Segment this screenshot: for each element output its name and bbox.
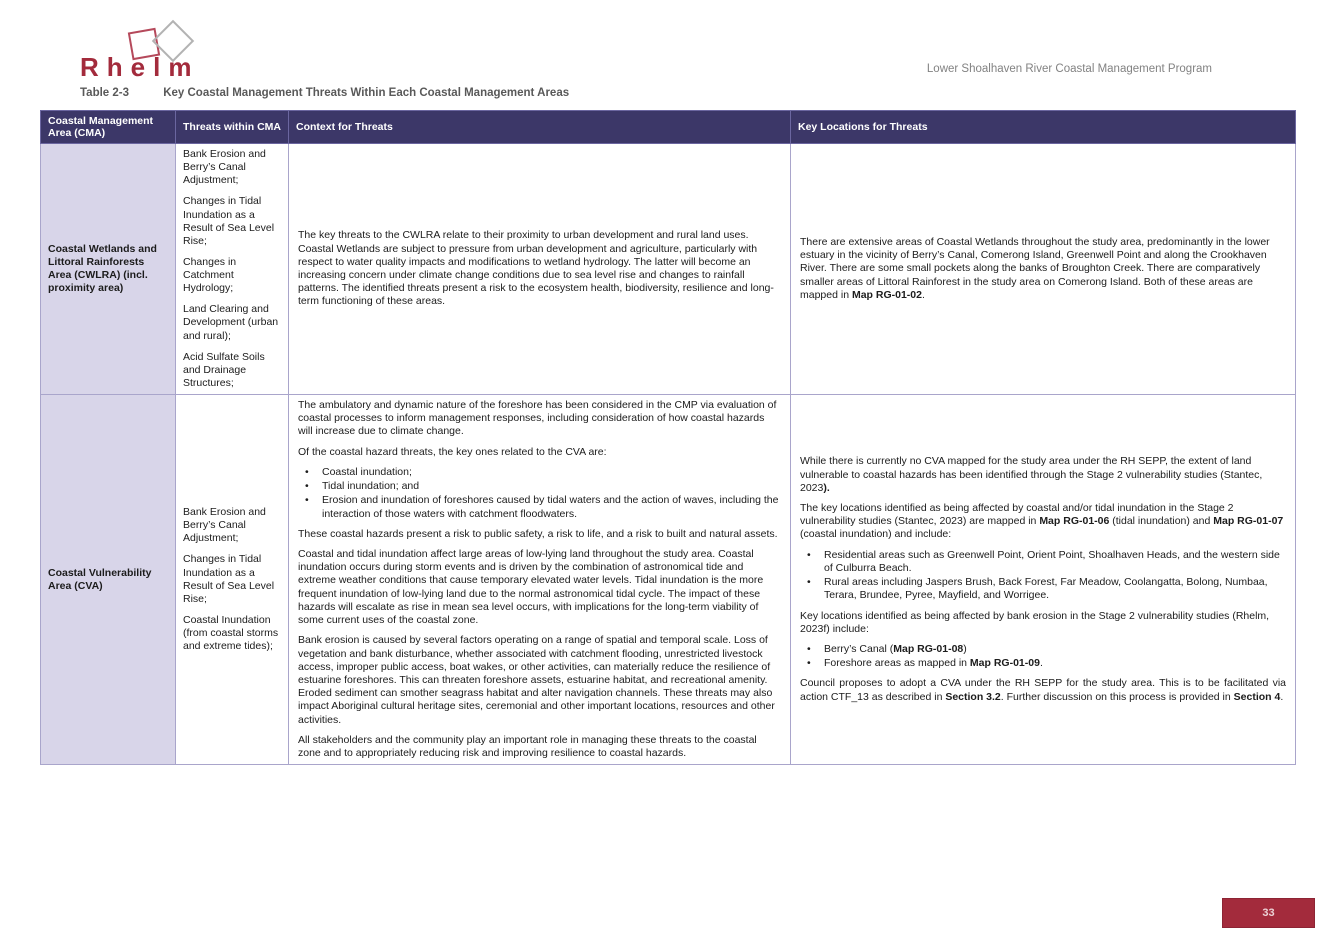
threat-item: Land Clearing and Development (urban and rural); bbox=[183, 303, 279, 342]
paragraph: The key threats to the CWLRA relate to their proximity to urban development and rural land uses. Coastal Wetlands are subject to pressure from urban development and agriculture, particularly with respect to water quality impacts and modifications to wetland hydrology. The latter will become an increasing concern under climate change conditions due to sea level rise and changes to rainfall patterns. The identified threats present a risk to the ecosystem health, biodiversity, resilience and long-term functioning of these areas. bbox=[298, 229, 774, 308]
context-cell bbox=[289, 395, 791, 765]
col-header-locations: Key Locations for Threats bbox=[791, 111, 1296, 144]
threat-item: Changes in Tidal Inundation as a Result of Sea Level Rise; bbox=[183, 553, 275, 605]
brand-logo bbox=[80, 52, 199, 83]
threats-table bbox=[40, 110, 1296, 765]
bullet-list bbox=[800, 549, 1286, 603]
paragraph: Council proposes to adopt a CVA under the RH SEPP for the study area. This is to be facilitated via action CTF_13 as described in Section 3.2. Further discussion on this process is provided in Section 4. bbox=[800, 677, 1286, 703]
bullet-item: • Residential areas such as Greenwell Point, Orient Point, Shoalhaven Heads, and the western side of Culburra Beach. bbox=[800, 549, 1286, 575]
paragraph: All stakeholders and the community play an important role in managing these threats to the coastal zone and to appropriately reducing risk and improving resilience to coastal hazards. bbox=[298, 733, 757, 760]
paragraph: Bank erosion is caused by several factors operating on a range of spatial and temporal scale. Loss of vegetation and bank disturbance, whether associated with catchment flooding, unrestricted livestock access, improper public access, boat wakes, or other activities, can materially reduce the resilience of estuarine foreshores. This can threaten foreshore assets, estuarine habitat, and recreational amenity. Eroded sediment can smother seagrass habitat and alter navigation channels. These threats may also impact Aboriginal cultural heritage sites, ceremonial and other important locations, resources and other activities. bbox=[298, 634, 775, 726]
table-body bbox=[41, 144, 1296, 765]
threat-item: Bank Erosion and Berry’s Canal Adjustment; bbox=[183, 148, 266, 187]
table-label: Table 2-3 bbox=[80, 87, 129, 99]
brand-logo-text: Rhelm bbox=[80, 52, 200, 82]
threat-item: Acid Sulfate Soils and Drainage Structures; bbox=[183, 350, 265, 389]
table-header-row bbox=[41, 111, 1296, 144]
paragraph: Of the coastal hazard threats, the key ones related to the CVA are: bbox=[298, 445, 607, 458]
paragraph: The ambulatory and dynamic nature of the foreshore has been considered in the CMP via evaluation of coastal processes to inform management responses, including consideration of how coastal hazards will increase due to climate change. bbox=[298, 399, 777, 438]
threat-item: Changes in Tidal Inundation as a Result of Sea Level Rise; bbox=[183, 195, 275, 247]
cma-cell: Coastal Vulnerability Area (CVA) bbox=[41, 395, 176, 765]
bullet-item: • Rural areas including Jaspers Brush, Back Forest, Far Meadow, Coolangatta, Bolong, Numbaa, Terara, Brundee, Pyree, Mayfield, and Worrigee. bbox=[800, 576, 1286, 602]
col-header-context: Context for Threats bbox=[289, 111, 791, 144]
bullet-item: • Berry’s Canal (Map RG-01-08) bbox=[800, 643, 1286, 656]
table-caption bbox=[80, 87, 569, 99]
document-header-title: Lower Shoalhaven River Coastal Management Program bbox=[926, 63, 1212, 75]
threat-item: Changes in Catchment Hydrology; bbox=[183, 255, 237, 295]
table-row bbox=[41, 395, 1296, 765]
bullet-list bbox=[800, 643, 1286, 670]
locations-cell bbox=[791, 144, 1296, 395]
paragraph: These coastal hazards present a risk to public safety, a risk to life, and a risk to built and natural assets. bbox=[298, 527, 778, 540]
paragraph: There are extensive areas of Coastal Wetlands throughout the study area, predominantly in the lower estuary in the vicinity of Berry’s Canal, Comerong Island, Greenwell Point and along the Crookhaven River. There are some small pockets along the banks of Broughton Creek. There are comparatively smaller areas of Littoral Rainforest in the study area on Comerong Island. Both of these areas are mapped in Map RG-01-02. bbox=[800, 235, 1270, 301]
bullet-list bbox=[298, 466, 781, 521]
bullet-item: • Tidal inundation; and bbox=[298, 480, 781, 493]
col-header-cma: Coastal Management Area (CMA) bbox=[41, 111, 176, 144]
bullet-item: • Erosion and inundation of foreshores caused by tidal waters and the action of waves, including the interaction of those waters with catchment floodwaters. bbox=[298, 494, 781, 520]
cma-cell: Coastal Wetlands and Littoral Rainforests Area (CWLRA) (incl. proximity area) bbox=[41, 144, 176, 395]
paragraph: Coastal and tidal inundation affect large areas of low-lying land throughout the study area. Coastal inundation occurs during storm events and is driven by the combination of astronomical tide and extreme weather conditions that cause temporary elevated water levels. Tidal inundation is the more frequent inundation of low-lying land due to the normal astronomical tidal cycle. The impact of these hazards will escalate as rise in mean sea level occurs, with implications for the long-term viability of some current uses of the coastal zone. bbox=[298, 547, 764, 627]
col-header-threats: Threats within CMA bbox=[176, 111, 289, 144]
bullet-item: • Foreshore areas as mapped in Map RG-01-09. bbox=[800, 657, 1286, 670]
table-row bbox=[41, 144, 1296, 395]
threats-cell bbox=[176, 144, 289, 395]
locations-cell bbox=[791, 395, 1296, 765]
paragraph: Key locations identified as being affected by bank erosion in the Stage 2 vulnerability studies (Rhelm, 2023f) include: bbox=[800, 609, 1270, 635]
paragraph: While there is currently no CVA mapped for the study area under the RH SEPP, the extent of land vulnerable to coastal hazards has been identified through the Stage 2 vulnerability studies (Stantec, 2023). bbox=[800, 455, 1263, 494]
threat-item: Bank Erosion and Berry’s Canal Adjustment; bbox=[183, 506, 266, 545]
bullet-item: • Coastal inundation; bbox=[298, 466, 781, 479]
threat-item: Coastal Inundation (from coastal storms and extreme tides); bbox=[183, 613, 279, 653]
threats-cell bbox=[176, 395, 289, 765]
table-title: Key Coastal Management Threats Within Each Coastal Management Areas bbox=[163, 87, 570, 99]
page-number-badge bbox=[1222, 898, 1315, 928]
paragraph: The key locations identified as being affected by coastal and/or tidal inundation in the Stage 2 vulnerability studies (Stantec, 2023) are mapped in Map RG-01-06 (tidal inundation) and Map RG-01-07 (coastal inundation) and include: bbox=[800, 502, 1284, 541]
page-number: 33 bbox=[1262, 907, 1275, 919]
context-cell bbox=[289, 144, 791, 395]
